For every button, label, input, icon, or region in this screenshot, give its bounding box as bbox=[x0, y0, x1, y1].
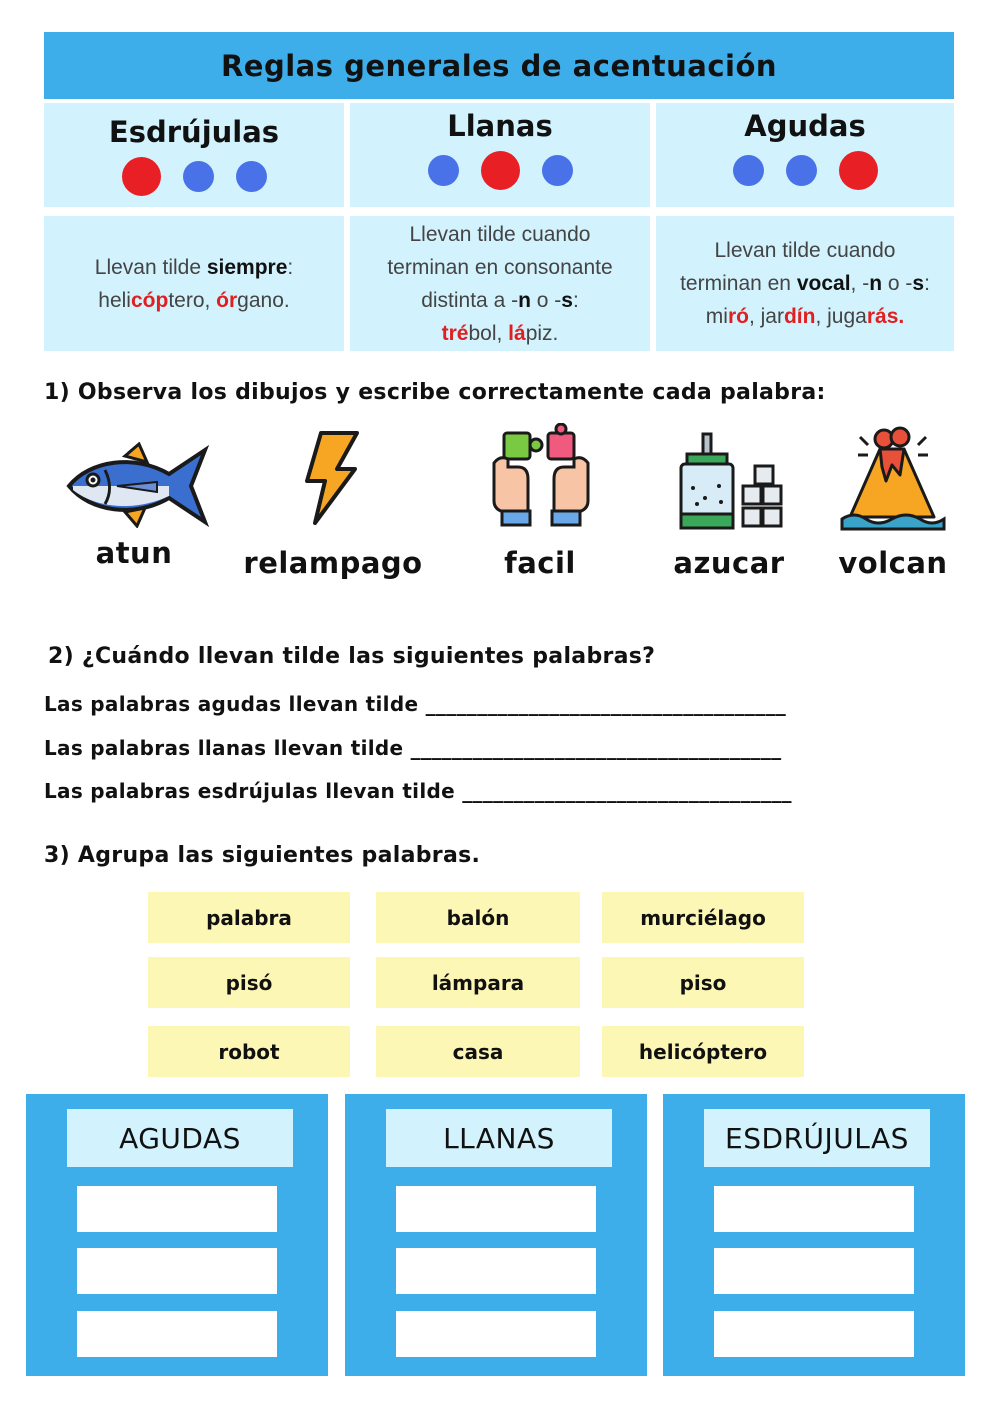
word-atun: atun bbox=[95, 536, 173, 570]
syllable-dot bbox=[428, 155, 459, 186]
syllable-dot bbox=[786, 155, 817, 186]
word-chip[interactable]: robot bbox=[148, 1026, 350, 1077]
example-text: , juga bbox=[815, 305, 867, 328]
lightning-bolt-icon bbox=[286, 428, 376, 528]
llanas-header bbox=[350, 103, 650, 207]
rule-line: Llevan tilde cuando bbox=[409, 222, 591, 246]
rule-example bbox=[442, 317, 559, 350]
stressed-syllable-dot bbox=[839, 151, 878, 190]
example-text: heli bbox=[98, 288, 131, 312]
word-chip[interactable]: murciélago bbox=[602, 892, 804, 943]
column-name: Llanas bbox=[447, 109, 553, 143]
esdrujulas-rule bbox=[44, 216, 344, 351]
column-name: Agudas bbox=[744, 109, 866, 143]
exercise2-instruction: 2) ¿Cuándo llevan tilde las siguientes palabras? bbox=[48, 644, 656, 669]
group-label-agudas: AGUDAS bbox=[67, 1109, 293, 1167]
syllable-dots bbox=[122, 157, 267, 196]
exercise1-instruction: 1) Observa los dibujos y escribe correctamente cada palabra: bbox=[44, 380, 826, 405]
rule-emphasis: s bbox=[561, 288, 573, 312]
syllable-dot bbox=[183, 161, 214, 192]
agudas-header bbox=[656, 103, 954, 207]
syllable-dot bbox=[733, 155, 764, 186]
rule-text: : bbox=[287, 255, 294, 279]
stressed-syllable: rás. bbox=[866, 305, 905, 328]
example-text: piz. bbox=[525, 321, 559, 345]
word-chip[interactable]: casa bbox=[376, 1026, 580, 1077]
drop-slot[interactable] bbox=[714, 1186, 914, 1232]
group-label-llanas: LLANAS bbox=[386, 1109, 612, 1167]
example-text: , jar bbox=[748, 305, 784, 328]
rule-emphasis: n bbox=[518, 288, 531, 312]
rule-line bbox=[680, 267, 930, 300]
rule-text: o - bbox=[530, 288, 562, 312]
answer-line-agudas[interactable]: Las palabras agudas llevan tilde ___________________________________ bbox=[44, 692, 787, 716]
word-chip[interactable]: balón bbox=[376, 892, 580, 943]
rule-text: : bbox=[572, 288, 579, 312]
syllable-dot bbox=[542, 155, 573, 186]
drop-slot[interactable] bbox=[714, 1311, 914, 1357]
word-azucar: azucar bbox=[673, 546, 785, 580]
rules-title: Reglas generales de acentuación bbox=[44, 32, 954, 99]
stressed-syllable: tré bbox=[441, 321, 469, 345]
rule-line: Llevan tilde cuando bbox=[714, 239, 896, 262]
sugar-cubes-icon bbox=[674, 428, 784, 532]
word-facil: facil bbox=[504, 546, 576, 580]
stressed-syllable-dot bbox=[481, 151, 520, 190]
volcano-icon bbox=[838, 424, 948, 532]
example-text: gano. bbox=[237, 288, 290, 312]
agudas-rule bbox=[656, 216, 954, 351]
exercise3-instruction: 3) Agrupa las siguientes palabras. bbox=[44, 843, 481, 868]
rule-emphasis: siempre bbox=[206, 255, 288, 279]
rule-text: distinta a - bbox=[421, 288, 519, 312]
stressed-syllable: cóp bbox=[130, 288, 169, 312]
stressed-syllable: dín bbox=[783, 305, 816, 328]
drop-slot[interactable] bbox=[396, 1248, 596, 1294]
group-label-esdrujulas: ESDRÚJULAS bbox=[704, 1109, 930, 1167]
rule-text: o - bbox=[882, 272, 913, 295]
stressed-syllable: lá bbox=[508, 321, 526, 345]
drop-slot[interactable] bbox=[714, 1248, 914, 1294]
word-chip[interactable]: helicóptero bbox=[602, 1026, 804, 1077]
answer-line-llanas[interactable]: Las palabras llanas llevan tilde ____________________________________ bbox=[44, 736, 782, 760]
syllable-dots bbox=[733, 151, 878, 190]
rule-emphasis: s bbox=[912, 272, 925, 295]
syllable-dot bbox=[236, 161, 267, 192]
rule-line bbox=[421, 284, 579, 317]
rule-text: terminan en bbox=[680, 272, 797, 295]
word-volcan: volcan bbox=[838, 546, 948, 580]
rule-example bbox=[706, 300, 904, 333]
rule-emphasis: vocal bbox=[796, 272, 851, 295]
word-chip[interactable]: piso bbox=[602, 957, 804, 1008]
column-name: Esdrújulas bbox=[108, 115, 280, 149]
stressed-syllable-dot bbox=[122, 157, 161, 196]
example-text: bol, bbox=[468, 321, 509, 345]
drop-slot[interactable] bbox=[396, 1186, 596, 1232]
rule-text: Llevan tilde bbox=[94, 255, 207, 279]
puzzle-hands-icon bbox=[486, 422, 596, 528]
drop-slot[interactable] bbox=[396, 1311, 596, 1357]
rule-text: , - bbox=[850, 272, 870, 295]
rule-line bbox=[95, 251, 293, 284]
stressed-syllable: ór bbox=[216, 288, 238, 312]
syllable-dots bbox=[428, 151, 573, 190]
word-chip[interactable]: palabra bbox=[148, 892, 350, 943]
drop-slot[interactable] bbox=[77, 1311, 277, 1357]
example-text: tero, bbox=[168, 288, 217, 312]
rule-emphasis: n bbox=[869, 272, 883, 295]
word-chip[interactable]: lámpara bbox=[376, 957, 580, 1008]
drop-slot[interactable] bbox=[77, 1186, 277, 1232]
stressed-syllable: ró bbox=[727, 305, 749, 328]
word-relampago: relampago bbox=[243, 546, 423, 580]
esdrujulas-header bbox=[44, 103, 344, 207]
rule-line: terminan en consonante bbox=[387, 255, 613, 279]
example-text: mi bbox=[705, 305, 728, 328]
word-chip[interactable]: pisó bbox=[148, 957, 350, 1008]
drop-slot[interactable] bbox=[77, 1248, 277, 1294]
answer-line-esdrujulas[interactable]: Las palabras esdrújulas llevan tilde ________________________________ bbox=[44, 779, 792, 803]
llanas-rule bbox=[350, 216, 650, 351]
rule-example bbox=[98, 284, 289, 317]
rule-text: : bbox=[924, 272, 930, 295]
tuna-fish-icon bbox=[64, 440, 212, 530]
